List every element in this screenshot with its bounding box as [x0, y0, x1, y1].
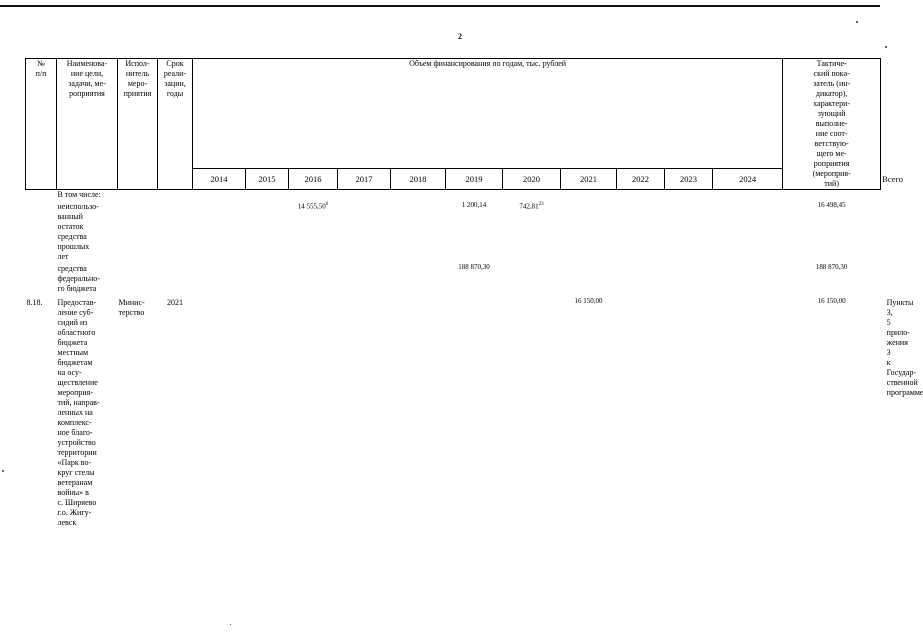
header-funding: Объем финансирования по годам, тыс. рублей	[193, 59, 783, 169]
scan-speck	[2, 470, 4, 472]
year-2019: 2019	[446, 169, 503, 190]
scan-speck	[885, 46, 887, 48]
year-2018: 2018	[391, 169, 446, 190]
year-2023: 2023	[665, 169, 713, 190]
row-name: Предостав- ление суб- сидий из областного бюджета местным бюджетам на осу- ществление мероприя- тий, направ- ленных на комплекс- ное благо- устройство территории «Парк во- круг стелы ветеранам войны» в с. Ширяево г.о. Жигу- левск	[57, 298, 100, 527]
year-2014: 2014	[193, 169, 246, 190]
year-2020: 2020	[503, 169, 561, 190]
year-2022: 2022	[617, 169, 665, 190]
value-total: 16 150,00	[817, 297, 846, 305]
header-indicator: Тактиче- ский пока- затель (ин- дикатор), характери- зующий выполне- ние соот- ветствую- щего ме- роприятия (мероприя- тий)	[783, 59, 881, 190]
row-name: средства федерально- го бюджета	[57, 264, 100, 293]
value-2019: 188 870,30	[458, 263, 490, 271]
row-executor: Минис- терство	[118, 298, 145, 317]
table-row	[26, 262, 881, 296]
scan-speck	[856, 21, 858, 23]
year-2015: 2015	[246, 169, 289, 190]
page-number: 2	[458, 32, 462, 41]
value-2019: 1 200,14	[461, 201, 487, 209]
funding-table: № п/п Наименова- ние цели, задачи, ме- роприятия Испол- нитель меро- приятия Срок реали- зации, годы Объем финансирования по годам, тыс. рублей Тактиче- ский пока- затель (ин- дикатор), характери- зующий выполне- ние соот- ветствую- щего ме- роприятия (мероприя- тий) 2014 2015 2016 2017 2018 2019 2020 2021 2022 2023 2024 Всего В том числе: неиспользо- ванный остаток средства прошлых лет 14 555,50$^6$ 1 200,14 742,81$^{23}$ 16 498,45 средства федерально- го бюджета 188 870,30 188 870,30 8.18. Предостав- ление суб- сидий из областного бюджета местным бюджетам на осу- ществление мероприя- тий, направ- ленных на комплекс- ное благо- устройство территории «Парк во- круг стелы ветеранам войны» в с. Ширяево г.о. Жигу- левск Минис- терство 2021 16 150,00 16 150,00 Пункты 3, 5 прило- жения 3 к Государ- ственной программе	[26, 59, 923, 527]
value-total: 16 498,45	[817, 201, 846, 209]
value-2016: 14 555,50$^6$	[297, 202, 329, 211]
value-total: 188 870,30	[815, 263, 848, 271]
year-2021: 2021	[561, 169, 617, 190]
header-executor: Испол- нитель меро- приятия	[118, 59, 158, 190]
row-number: 8.18.	[26, 298, 43, 307]
table-row	[26, 190, 881, 201]
year-2017: 2017	[338, 169, 391, 190]
table-row: 8.18. Предостав- ление суб- сидий из областного бюджета местным бюджетам на осу- ществление мероприя- тий, направ- ленных на комплекс- ное благо- устройство территории «Парк во- круг стелы ветеранам войны» в с. Ширяево г.о. Жигу- левск Минис- терство 2021 16 150,00 16 150,00 Пункты 3, 5 прило- жения 3 к Государ- ственной программе	[26, 297, 923, 527]
year-2016: 2016	[289, 169, 338, 190]
top-border-line	[0, 5, 880, 7]
value-2020: 742,81$^{23}$	[519, 202, 544, 211]
header-num: № п/п	[26, 59, 57, 190]
scan-speck	[230, 624, 231, 625]
value-2021: 16 150,00	[574, 297, 603, 305]
row-name: В том числе:	[57, 190, 101, 199]
row-term: 2021	[167, 298, 183, 307]
table-row	[26, 200, 881, 262]
year-2024: 2024	[713, 169, 783, 190]
header-term: Срок реали- зации, годы	[158, 59, 193, 190]
header-name: Наименова- ние цели, задачи, ме- роприятия	[57, 59, 118, 190]
row-name: неиспользо- ванный остаток средства прошлых лет	[57, 202, 99, 261]
